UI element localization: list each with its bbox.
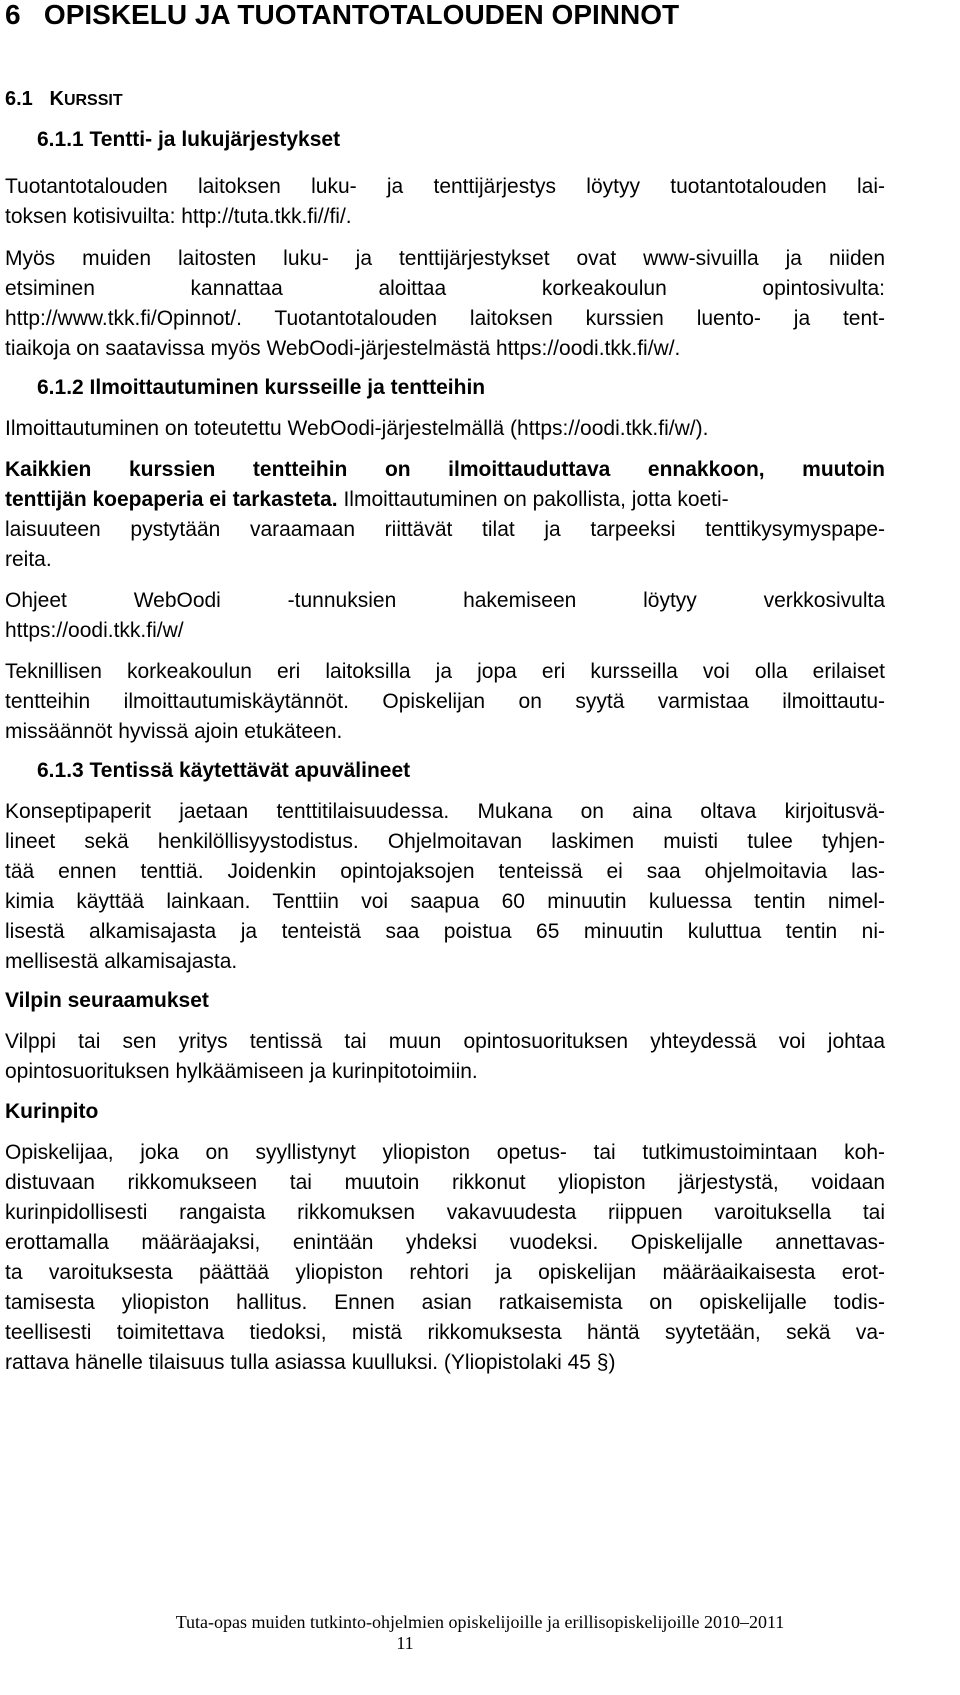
paragraph-line: Konseptipaperit jaetaan tenttitilaisuudessa. Mukana on aina oltava kirjoitusvä-	[5, 800, 885, 823]
section-number: 6.1	[5, 88, 33, 110]
kurinpito-heading: Kurinpito	[5, 1100, 99, 1123]
link-text: https://oodi.tkk.fi/w/	[5, 619, 184, 642]
bold-notice-text: tenttijän koepaperia ei tarkasteta.	[5, 488, 338, 511]
paragraph-line: distuvaan rikkomukseen tai muutoin rikkonut yliopiston järjestystä, voidaan	[5, 1171, 885, 1194]
subsection-heading-611: 6.1.1 Tentti- ja lukujärjestykset	[37, 128, 341, 151]
paragraph-line: tiaikoja on saatavissa myös WebOodi-järjestelmästä https://oodi.tkk.fi/w/.	[5, 337, 681, 360]
paragraph-line: teellisesti toimitettava tiedoksi, mistä rikkomuksesta häntä syytetään, sekä va-	[5, 1321, 885, 1344]
paragraph-line: tentteihin ilmoittautumiskäytännöt. Opiskelijan on syytä varmistaa ilmoittautu-	[5, 690, 885, 713]
paragraph-line: lineet sekä henkilöllisyystodistus. Ohjelmoitavan laskimen muisti tulee tyhjen-	[5, 830, 885, 853]
paragraph-line: opintosuorituksen hylkäämiseen ja kurinpitotoimiin.	[5, 1060, 478, 1083]
paragraph-line: Ilmoittautuminen on toteutettu WebOodi-järjestelmällä (https://oodi.tkk.fi/w/).	[5, 417, 709, 440]
section-heading	[5, 84, 885, 116]
section-title-initial: K	[49, 88, 64, 110]
paragraph-line: tamisesta yliopiston hallitus. Ennen asian ratkaisemista on opiskelijalle todis-	[5, 1291, 885, 1314]
section-title-rest: URSSIT	[63, 92, 123, 109]
paragraph-line: Vilppi tai sen yritys tentissä tai muun opintosuorituksen yhteydessä voi johtaa	[5, 1030, 885, 1053]
chapter-number: 6	[5, 0, 21, 30]
paragraph-line: Opiskelijaa, joka on syyllistynyt yliopiston opetus- tai tutkimustoimintaan koh-	[5, 1141, 885, 1164]
vilppi-heading: Vilpin seuraamukset	[5, 989, 209, 1012]
paragraph-line: etsiminen kannattaa aloittaa korkeakoulun opintosivulta:	[5, 277, 885, 300]
subsection-heading-612: 6.1.2 Ilmoittautuminen kursseille ja tentteihin	[37, 376, 486, 399]
paragraph-line: erottamalla määräajaksi, enintään yhdeksi vuodeksi. Opiskelijalle annettavas-	[5, 1231, 885, 1254]
paragraph-line: missäännöt hyvissä ajoin etukäteen.	[5, 720, 343, 743]
page-number: 11	[396, 1633, 414, 1653]
paragraph-line: toksen kotisivuilta: http://tuta.tkk.fi//fi/.	[5, 205, 352, 228]
paragraph-text: Ilmoittautuminen on pakollista, jotta koeti-	[337, 488, 729, 511]
paragraph-line-mixed	[5, 485, 885, 515]
paragraph-line: reita.	[5, 548, 52, 571]
subsection-heading-613: 6.1.3 Tentissä käytettävät apuvälineet	[37, 759, 411, 782]
bold-notice-line: Kaikkien kurssien tentteihin on ilmoittauduttava ennakkoon, muutoin	[5, 458, 885, 481]
paragraph-line: laisuuteen pystytään varaamaan riittävät tilat ja tarpeeksi tenttikysymyspape-	[5, 518, 885, 541]
paragraph-line: kurinpidollisesti rangaista rikkomuksen vakavuudesta riippuen varoituksella tai	[5, 1201, 885, 1224]
chapter-heading	[5, 0, 885, 32]
paragraph-line: http://www.tkk.fi/Opinnot/. Tuotantotalouden laitoksen kurssien luento- ja tent-	[5, 307, 885, 330]
paragraph-line: Myös muiden laitosten luku- ja tenttijärjestykset ovat www-sivuilla ja niiden	[5, 247, 885, 270]
paragraph-line: ta varoituksesta päättää yliopiston rehtori ja opiskelijan määräaikaisesta erot-	[5, 1261, 885, 1284]
paragraph-line: mellisestä alkamisajasta.	[5, 950, 238, 973]
paragraph-line: kimia käyttää lainkaan. Tenttiin voi saapua 60 minuutin kuluessa tentin nimel-	[5, 890, 885, 913]
paragraph-line: tää ennen tenttiä. Joidenkin opintojaksojen tenteissä ei saa ohjelmoitavia las-	[5, 860, 885, 883]
chapter-title: OPISKELU JA TUOTANTOTALOUDEN OPINNOT	[43, 0, 680, 30]
paragraph-line: Teknillisen korkeakoulun eri laitoksilla ja jopa eri kursseilla voi olla erilaiset	[5, 660, 885, 683]
paragraph-line: lisestä alkamisajasta ja tenteistä saa poistua 65 minuutin kuluttua tentin ni-	[5, 920, 885, 943]
paragraph-line: rattava hänelle tilaisuus tulla asiassa kuulluksi. (Yliopistolaki 45 §)	[5, 1351, 616, 1374]
paragraph-line: Tuotantotalouden laitoksen luku- ja tenttijärjestys löytyy tuotantotalouden lai-	[5, 175, 885, 198]
paragraph-line: Ohjeet WebOodi -tunnuksien hakemiseen löytyy verkkosivulta	[5, 589, 885, 612]
page-footer: Tuta-opas muiden tutkinto-ohjelmien opiskelijoille ja erillisopiskelijoille 2010–2011	[175, 1612, 785, 1632]
